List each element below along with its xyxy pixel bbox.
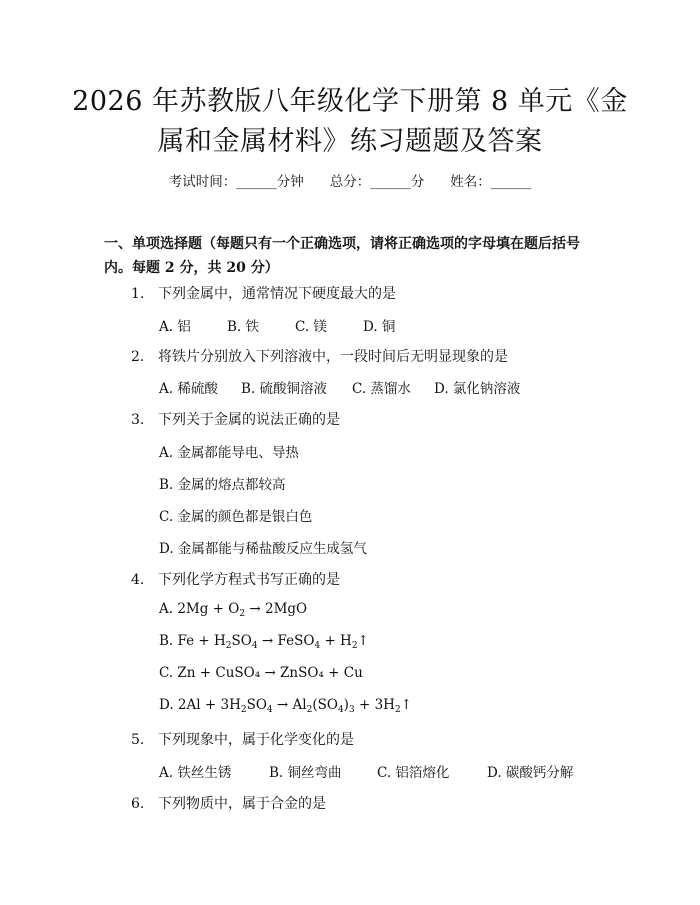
option-c: C. 蒸馏水 [352, 381, 411, 397]
question-number: 4. [131, 572, 145, 588]
section-heading-line-1: 一、单项选择题（每题只有一个正确选项，请将正确选项的字母填在题后括号 [104, 236, 580, 252]
option-d: D. 氯化钠溶液 [434, 381, 521, 397]
question-5-options [159, 761, 573, 781]
section-heading-single-choice [104, 232, 604, 280]
exam-time: 考试时间：______分钟 [168, 174, 304, 190]
question-6 [131, 793, 326, 813]
title-line-2: 属和金属材料》练习题题及答案 [157, 126, 543, 157]
option-b: B. 铁 [227, 319, 260, 335]
question-number: 6. [131, 796, 145, 812]
option-a: A. 铁丝生锈 [159, 765, 232, 781]
option-a: A. 铝 [159, 319, 191, 335]
option-b: B. 硫酸铜溶液 [241, 381, 328, 397]
document-title [60, 82, 640, 162]
question-number: 1. [131, 286, 145, 302]
option-b: B. 铜丝弯曲 [269, 765, 342, 781]
question-text: 下列现象中，属于化学变化的是 [158, 732, 354, 748]
option-c: C. 镁 [295, 319, 327, 335]
question-number: 2. [131, 349, 145, 365]
exam-meta [0, 170, 700, 190]
question-1 [131, 283, 396, 303]
option-c: C. 铝箔熔化 [377, 765, 450, 781]
student-name: 姓名：______ [450, 174, 532, 190]
question-2-options [159, 377, 520, 397]
question-4-option-b: B. $Fe + H_2SO_4$ → FeSO$_4$ + $H_2↑$ [159, 633, 369, 651]
question-4 [131, 569, 340, 589]
question-3-option-b: B. 金属的熔点都较高 [159, 477, 286, 493]
question-4-option-a: A. $2Mg + O_2 \to 2MgO$ [159, 601, 308, 619]
question-text: 将铁片分别放入下列溶液中，一段时间后无明显现象的是 [158, 349, 508, 365]
question-2 [131, 346, 508, 366]
question-text: 下列物质中，属于合金的是 [158, 796, 326, 812]
question-text: 下列化学方程式书写正确的是 [158, 572, 340, 588]
question-text: 下列金属中，通常情况下硬度最大的是 [158, 286, 396, 302]
question-4-option-c: C. Zn + CuSO₄ → ZnSO₄ + Cu [159, 665, 363, 681]
question-3 [131, 409, 340, 429]
exam-total-score: 总分：______分 [329, 174, 425, 190]
option-d: D. 铜 [363, 319, 396, 335]
title-line-1: 2026 年苏教版八年级化学下册第 8 单元《金 [72, 86, 628, 117]
option-a: A. 稀硫酸 [159, 381, 218, 397]
section-heading-line-2: 内。每题 2 分，共 20 分） [104, 260, 279, 276]
question-number: 5. [131, 732, 145, 748]
option-d: D. 碳酸钙分解 [487, 765, 574, 781]
question-text: 下列关于金属的说法正确的是 [158, 412, 340, 428]
question-3-option-a: A. 金属都能导电、导热 [159, 445, 299, 461]
question-number: 3. [131, 412, 145, 428]
question-1-options [159, 315, 395, 335]
question-3-option-c: C. 金属的颜色都是银白色 [159, 509, 313, 525]
question-5 [131, 729, 354, 749]
question-4-option-d: D. $2Al + 3H_2SO_4 \to Al_2(SO_4)_3$ + $3H_2↑$ [159, 697, 412, 715]
question-3-option-d: D. 金属都能与稀盐酸反应生成氢气 [159, 541, 367, 557]
